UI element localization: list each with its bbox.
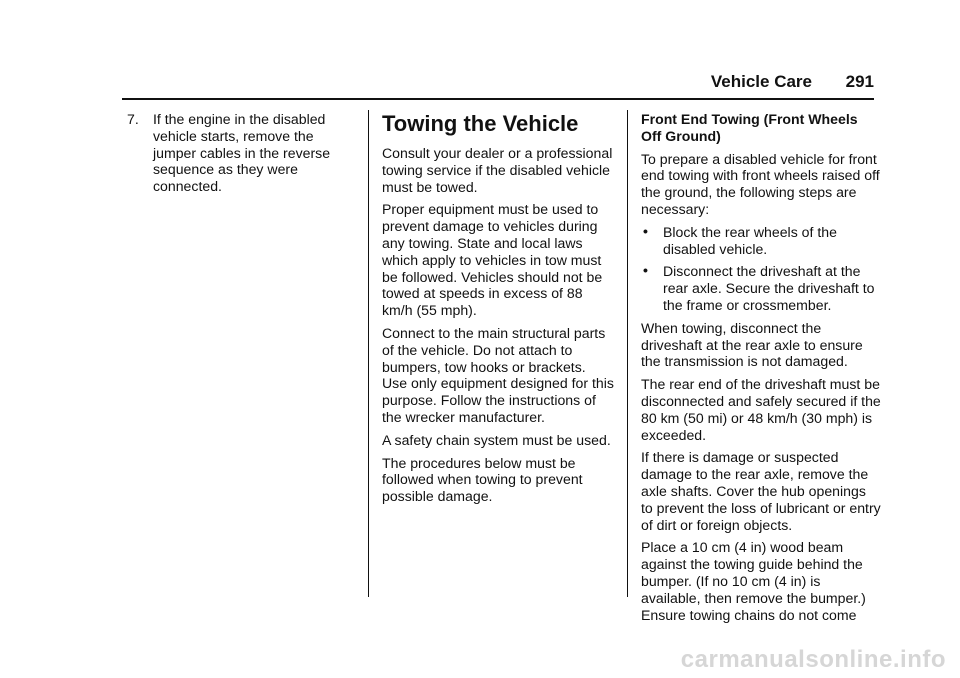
paragraph: Place a 10 cm (4 in) wood beam against the towing guide behind the bumper. (If no 10 cm (4 in) is available, then remove the bumper.) Ensure towing chains do not come — [641, 539, 866, 623]
subsection-heading: Front End Towing (Front Wheels Off Ground) — [641, 111, 858, 144]
column-3 — [641, 111, 881, 629]
section-title-header: Vehicle Care — [710, 72, 812, 91]
paragraph: To prepare a disabled vehicle for front end towing with front wheels raised off the ground, the following steps are necessary: — [641, 150, 880, 217]
bullet-icon: • — [643, 222, 648, 239]
paragraph: The procedures below must be followed when towing to prevent possible damage. — [382, 454, 583, 505]
column-divider-1 — [368, 110, 369, 597]
bullet-item — [641, 224, 881, 258]
bullet-item — [641, 263, 881, 313]
paragraph: A safety chain system must be used. — [382, 431, 611, 448]
page-number: 291 — [845, 72, 874, 91]
paragraph: Consult your dealer or a professional towing service if the disabled vehicle must be towed. — [382, 145, 613, 195]
paragraph: The rear end of the driveshaft must be disconnected and safely secured if the 80 km (50 mi) or 48 km/h (30 mph) is exceeded. — [641, 376, 881, 443]
bullet-text: Disconnect the driveshaft at the rear axle. Secure the driveshaft to the frame or crossmember. — [663, 263, 875, 313]
paragraph: Proper equipment must be used to prevent damage to vehicles during any towing. State and local laws which apply to vehicles in tow must be followed. Vehicles should not be towed at speeds in excess of 88 km/h (55 mph). — [382, 201, 603, 319]
column-1 — [127, 111, 359, 195]
step-text: If the engine in the disabled vehicle starts, remove the jumper cables in the reverse sequence as they were connected. — [153, 111, 331, 195]
bullet-icon: • — [643, 262, 648, 279]
section-heading: Towing the Vehicle — [382, 111, 579, 136]
bullet-text: Block the rear wheels of the disabled vehicle. — [663, 223, 837, 257]
paragraph: When towing, disconnect the driveshaft at the rear axle to ensure the transmission is not damaged. — [641, 319, 863, 370]
paragraph: Connect to the main structural parts of the vehicle. Do not attach to bumpers, tow hooks or brackets. Use only equipment designed for this purpose. Follow the instructions of the wrecker manufacturer. — [382, 324, 614, 425]
column-divider-2 — [627, 110, 628, 597]
numbered-step-7 — [127, 111, 359, 195]
page-header — [122, 72, 874, 100]
watermark-text: carmanualsonline.info — [680, 646, 946, 673]
column-2 — [382, 111, 614, 511]
step-number: 7. — [127, 111, 139, 127]
paragraph: If there is damage or suspected damage to the rear axle, remove the axle shafts. Cover the hub openings to prevent the loss of lubricant or entry of dirt or foreign objects. — [641, 449, 881, 533]
